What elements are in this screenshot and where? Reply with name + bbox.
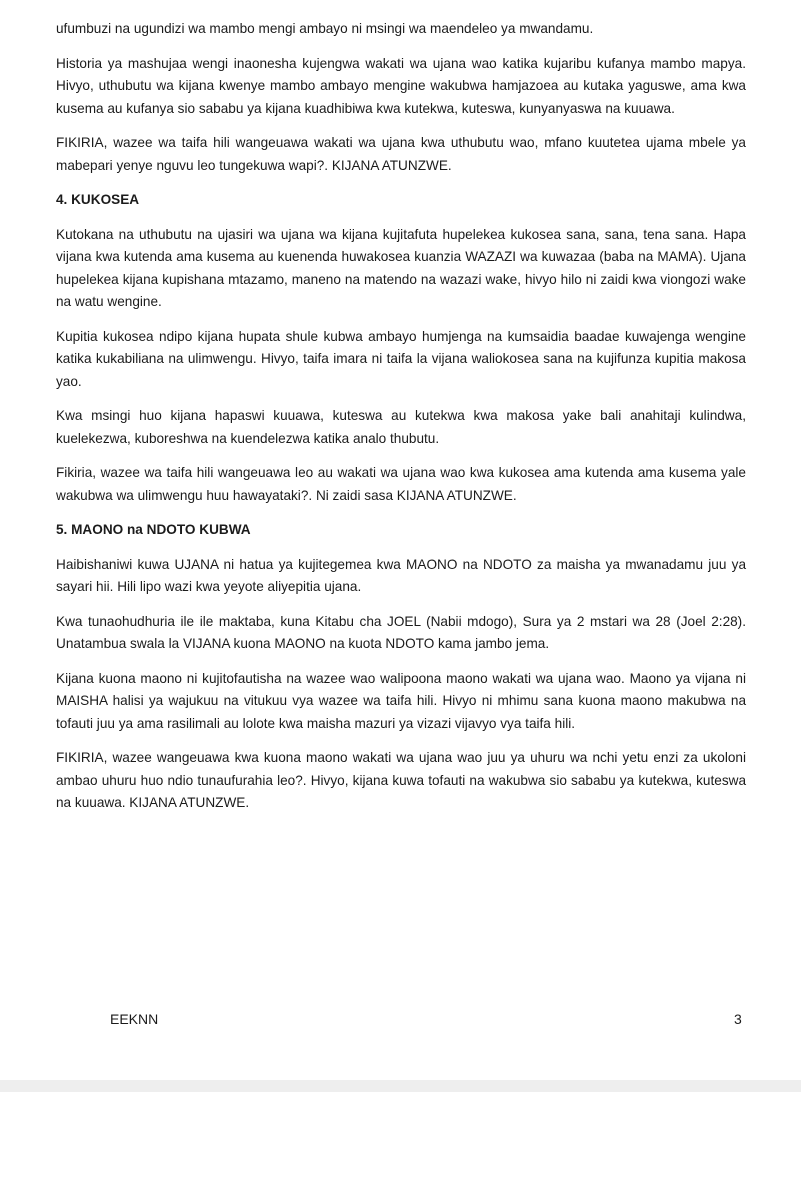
section-heading-maono: 5. MAONO na NDOTO KUBWA xyxy=(56,522,251,537)
paragraph-fikiria-kukosea: Fikiria, wazee wa taifa hili wangeuawa leo au wakati wa ujana wao kwa kukosea ama kutenda ama kusema yale wakubwa wa ulimwengu huu hawayataki?. Ni zaidi sasa KIJANA ATUNZWE. xyxy=(56,465,746,503)
paragraph-kukosea-2: Kupitia kukosea ndipo kijana hupata shule kubwa ambayo humjenga na kumsaidia baadae kuwajenga wengine katika kukabiliana na ulimwengu. Hivyo, taifa imara ni taifa la vijana waliokosea sana na kujifunza kupitia makosa yao. xyxy=(56,328,746,389)
page-separator xyxy=(0,1080,801,1092)
paragraph-intro-continuation: ufumbuzi na ugundizi wa mambo mengi ambayo ni msingi wa maendeleo ya mwandamu. xyxy=(56,21,594,36)
section-heading-kukosea: 4. KUKOSEA xyxy=(56,192,140,207)
paragraph-kukosea-3: Kwa msingi huo kijana hapaswi kuuawa, kuteswa au kutekwa kwa makosa yake bali anahitaji kulindwa, kuelekezwa, kuboreshwa na kuendelezwa katika analo thubutu. xyxy=(56,408,746,446)
paragraph-maono-joel: Kwa tunaohudhuria ile ile maktaba, kuna Kitabu cha JOEL (Nabii mdogo), Sura ya 2 mstari wa 28 (Joel 2:28). Unatambua swala la VIJANA kuona MAONO na kuota NDOTO kama jambo jema. xyxy=(56,613,746,651)
paragraph-fikiria-courage: FIKIRIA, wazee wa taifa hili wangeuawa wakati wa ujana kwa uthubutu wao, mfano kuutetea ujama mbele ya mabepari yenye nguvu leo tungekuwa wapi?. KIJANA ATUNZWE. xyxy=(56,135,746,173)
paragraph-maono-1: Haibishaniwi kuwa UJANA ni hatua ya kujitegemea kwa MAONO na NDOTO za maisha ya mwanadamu juu ya sayari hii. Hili lipo wazi kwa yeyote aliyepitia ujana. xyxy=(56,556,746,594)
footer-author: EEKNN xyxy=(110,1011,159,1027)
paragraph-fikiria-maono: FIKIRIA, wazee wangeuawa kwa kuona maono wakati wa ujana wao juu ya uhuru wa nchi yetu enzi za ukoloni ambao uhuru huo ndio tunaufurahia leo?. Hivyo, kijana kuwa tofauti na wakubwa sio sababu ya kutekwa, kuteswa na kuuawa. KIJANA ATUNZWE. xyxy=(56,750,746,810)
paragraph-kukosea-1: Kutokana na uthubutu na ujasiri wa ujana wa kijana kujitafuta hupelekea kukosea sana, sana, tena sana. Hapa vijana kwa kutenda ama kusema au kuenenda huwakosea kuanzia WAZAZI wa kuwazaa (baba na MAMA). Ujana hupelekea kijana kupishana mtazamo, maneno na matendo na wazazi wake, hivyo hilo ni zaidi kwa viongozi wake na watu wengine. xyxy=(56,226,746,309)
page-body xyxy=(56,18,746,827)
paragraph-heroes-history: Historia ya mashujaa wengi inaonesha kujengwa wakati wa ujana wao katika kujaribu kufanya mambo mapya. Hivyo, uthubutu wa kijana kwenye mambo ambayo mengine wakubwa hamjazoea au kutaka yaguswe, ama kwa kusema au kufanya sio sababu ya kijana kuadhibiwa kwa kutekwa, kuteswa, kunyanyaswa na kuuawa. xyxy=(56,55,746,116)
page-number: 3 xyxy=(734,1011,742,1027)
paragraph-maono-3: Kijana kuona maono ni kujitofautisha na wazee wao walipoona maono wakati wa ujana wao. Maono ya vijana ni MAISHA halisi ya wajukuu na vitukuu vya wazee wa taifa hili. Hivyo ni mhimu sana kuona maono makubwa na tofauti juu ya ama rasilimali au lolote kwa maisha mazuri ya vizazi vijavyo vya taifa hili. xyxy=(56,670,746,731)
